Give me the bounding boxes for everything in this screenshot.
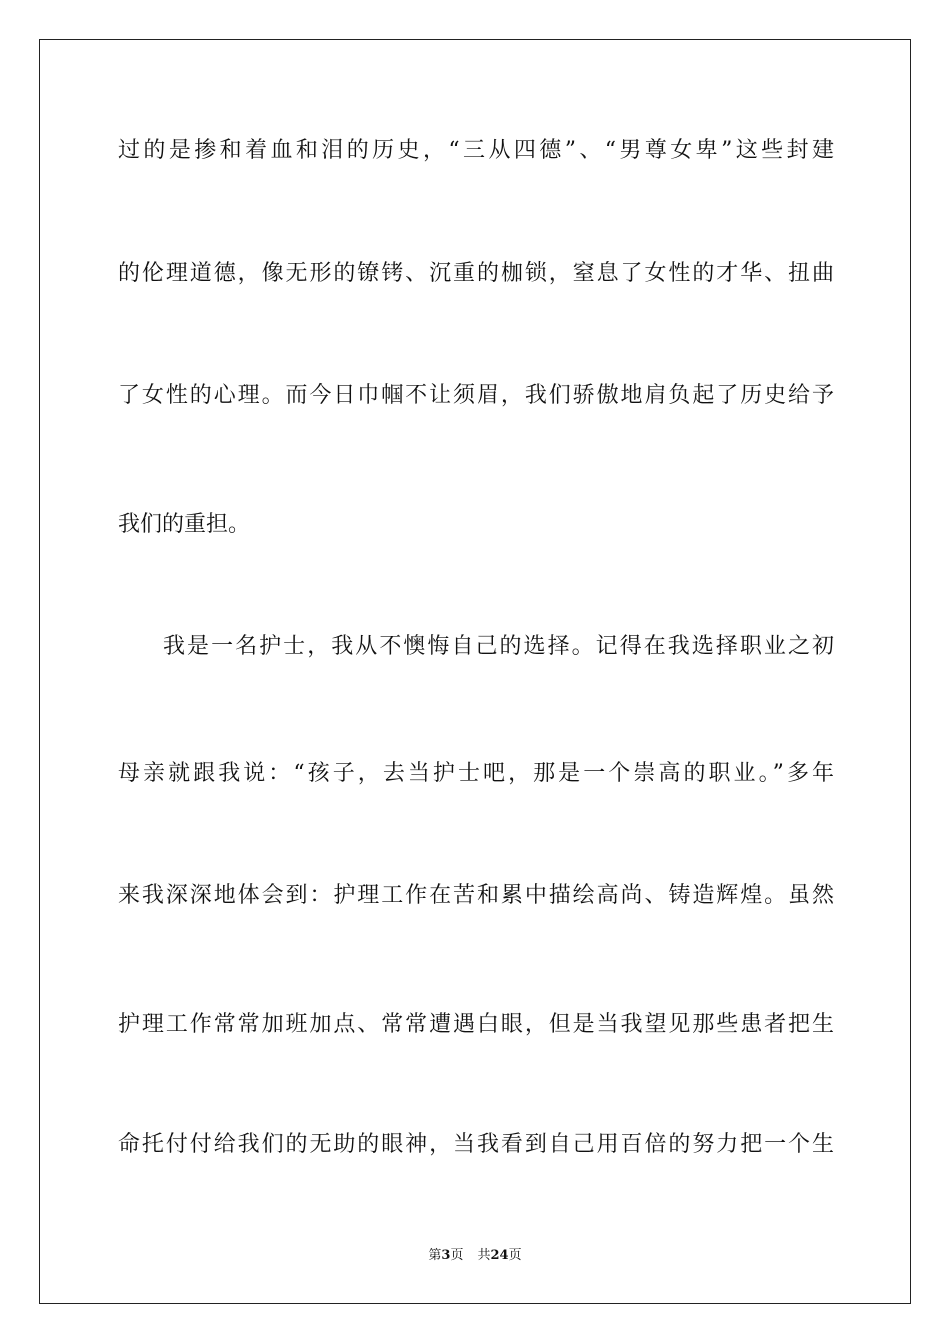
text-line: 母亲就跟我说：“孩子，去当护士吧，那是一个崇高的职业。”多年 (118, 761, 834, 786)
total-prefix: 共 (477, 1248, 491, 1263)
text-line: 了女性的心理。而今日巾帼不让须眉，我们骄傲地肩负起了历史给予 (118, 383, 834, 408)
text-line: 命托付付给我们的无助的眼神，当我看到自己用百倍的努力把一个生 (118, 1132, 834, 1157)
paragraph-first-line: 我是一名护士，我从不懊悔自己的选择。记得在我选择职业之初 (163, 634, 834, 659)
total-suffix: 页 (508, 1248, 522, 1263)
page-prefix: 第 (428, 1248, 442, 1263)
text-line: 来我深深地体会到：护理工作在苦和累中描绘高尚、铸造辉煌。虽然 (118, 883, 834, 908)
text-line: 护理工作常常加班加点、常常遭遇白眼，但是当我望见那些患者把生 (118, 1012, 834, 1037)
text-line: 的伦理道德，像无形的镣铐、沉重的枷锁，窒息了女性的才华、扭曲 (118, 261, 834, 286)
text-line: 我们的重担。 (118, 512, 251, 537)
page-number: 3 (441, 1248, 451, 1263)
total-pages: 24 (490, 1248, 509, 1263)
page-border (39, 39, 911, 1304)
page-suffix: 页 (450, 1248, 464, 1263)
text-line: 过的是掺和着血和泪的历史，“三从四德”、“男尊女卑”这些封建 (118, 138, 834, 163)
page-footer (0, 1247, 950, 1265)
